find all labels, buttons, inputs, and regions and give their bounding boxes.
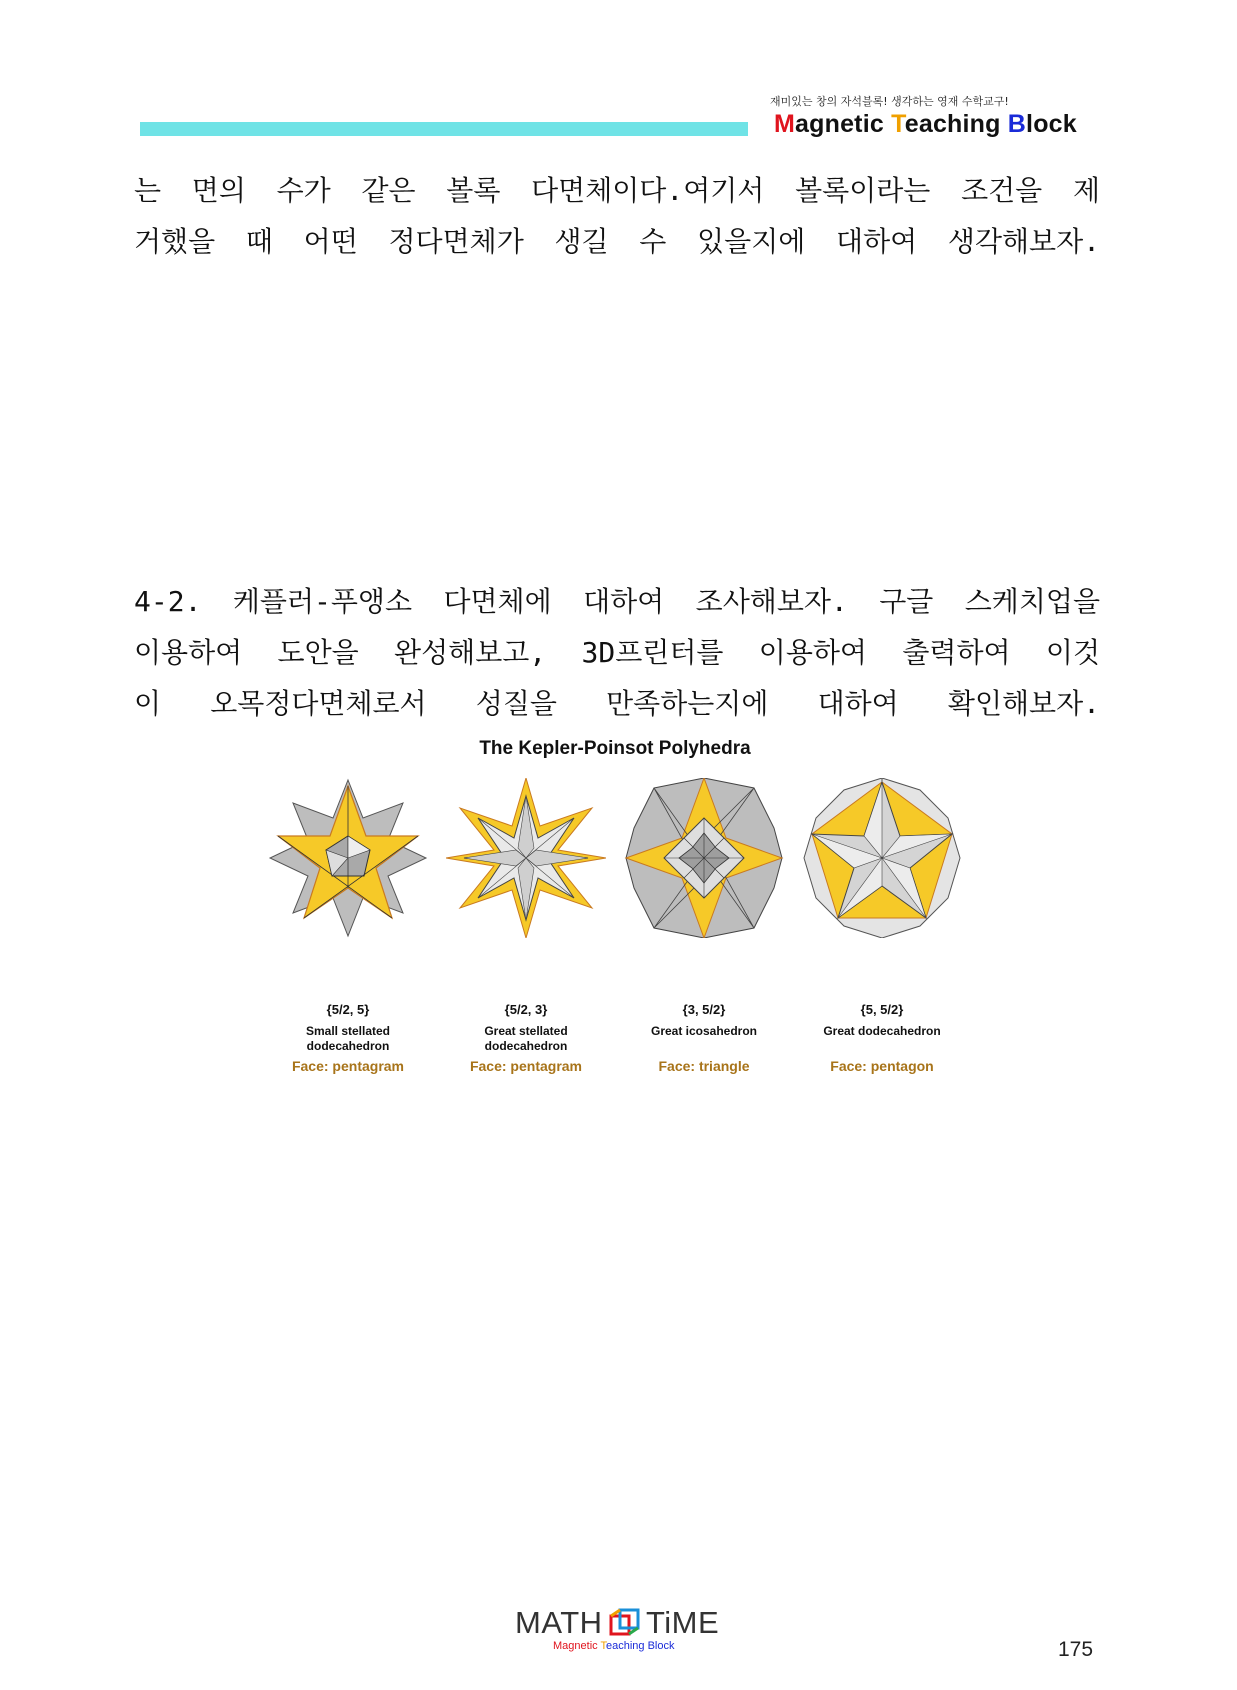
brand-initial-t: T: [891, 110, 905, 138]
page-number: 175: [1058, 1638, 1094, 1661]
logo-subtitle: [553, 1640, 675, 1652]
intro-paragraph: [134, 165, 1100, 267]
cube-logo-icon: [608, 1607, 642, 1641]
brand-initial-b: B: [1007, 110, 1027, 138]
polyhedron-card: [794, 778, 970, 1074]
schlafli-symbol: {3, 5/2}: [682, 1002, 726, 1017]
polyhedron-face: Face: pentagram: [291, 1058, 405, 1074]
polyhedron-card: [260, 778, 436, 1074]
great-icosahedron-illustration: [624, 778, 784, 938]
logo-sub-t: T: [600, 1640, 606, 1652]
polyhedron-card: [438, 778, 614, 1074]
paragraph-line: 4-2. 케플러-푸앵소 다면체에 대하여 조사해보자. 구글 스케치업을: [134, 585, 1100, 618]
footer-logo: [510, 1605, 730, 1655]
schlafli-symbol: {5/2, 3}: [504, 1002, 548, 1017]
brand-word-magnetic: [774, 110, 884, 138]
brand-rest-block: lock: [1026, 110, 1077, 138]
header-accent-bar: [140, 122, 748, 136]
paragraph-line: 이용하여 도안을 완성해보고, 3D프린터를 이용하여 출력하여 이것: [134, 636, 1100, 669]
polyhedron-face: Face: triangle: [658, 1058, 750, 1074]
polyhedron-name: Great icosahedron: [650, 1024, 758, 1038]
logo-text-time: TiME: [646, 1605, 720, 1640]
great-stellated-dodecahedron-illustration: [446, 778, 606, 938]
paragraph-line: 이 오목정다면체로서 성질을 만족하는지에 대하여 확인해보자.: [134, 687, 1100, 720]
kepler-poinsot-figure: [260, 738, 970, 1074]
polyhedron-face: Face: pentagon: [830, 1058, 934, 1074]
polyhedron-name: Small stellated dodecahedron: [305, 1024, 391, 1053]
brand-word-teaching: [891, 110, 1001, 138]
section-paragraph: [134, 576, 1100, 729]
header-tagline: 재미있는 창의 자석블록! 생각하는 영재 수학교구!: [770, 95, 1009, 108]
brand-title: [774, 110, 1077, 139]
polyhedron-card: [616, 778, 792, 1074]
logo-sub-magnetic: Magnetic: [553, 1640, 601, 1652]
figure-title: The Kepler-Poinsot Polyhedra: [479, 738, 751, 759]
paragraph-line: 는 면의 수가 같은 볼록 다면체이다.여기서 볼록이라는 조건을 제: [134, 174, 1100, 207]
logo-text-math: MATH: [515, 1605, 603, 1640]
polyhedron-name: Great dodecahedron: [823, 1024, 941, 1038]
brand-rest-magnetic: agnetic: [795, 110, 884, 138]
polyhedron-face: Face: pentagram: [469, 1058, 583, 1074]
brand-word-block: [1008, 110, 1077, 138]
great-dodecahedron-illustration: [802, 778, 962, 938]
brand-initial-m: M: [774, 110, 796, 138]
polyhedron-name: Great stellated dodecahedron: [484, 1024, 568, 1053]
brand-rest-teaching: eaching: [904, 110, 1001, 138]
schlafli-symbol: {5, 5/2}: [860, 1002, 904, 1017]
paragraph-line: 거했을 때 어떤 정다면체가 생길 수 있을지에 대하여 생각해보자.: [134, 225, 1100, 258]
small-stellated-dodecahedron-illustration: [268, 778, 428, 938]
schlafli-symbol: {5/2, 5}: [326, 1002, 370, 1017]
logo-sub-rest: eaching Block: [606, 1640, 675, 1652]
